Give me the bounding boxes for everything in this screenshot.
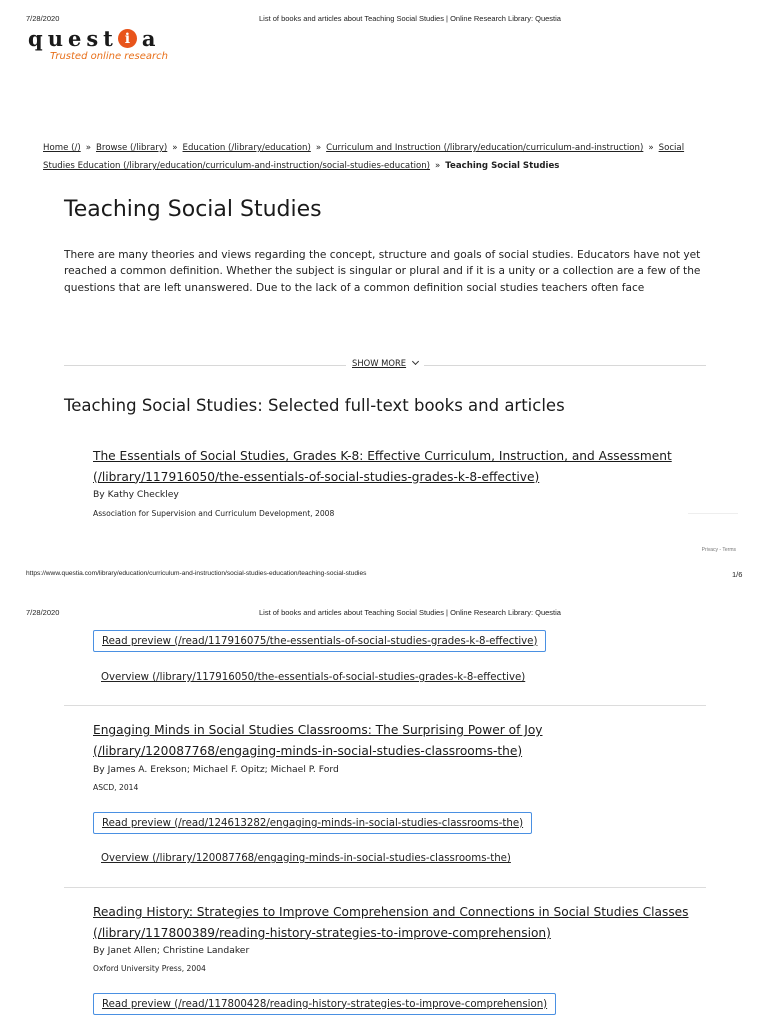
book-author: By James A. Erekson; Michael F. Opitz; Michael P. Ford [93,764,339,775]
book-title-link[interactable]: Reading History: Strategies to Improve Comprehension and Connections in Social Studies Classes (/library/117800389/reading-history-strategies-to-improve-comprehension) [93,905,689,940]
book-author: By Kathy Checkley [93,489,179,500]
breadcrumb-home[interactable]: Home (/) [43,143,81,153]
book-publisher: Association for Supervision and Curriculum Development, 2008 [93,509,335,518]
breadcrumb-education[interactable]: Education (/library/education) [182,143,311,153]
print-title: List of books and articles about Teaching Social Studies | Online Research Library: Questia [259,608,561,617]
logo-i-icon: i [118,29,137,48]
read-preview-button[interactable]: Read preview (/read/124613282/engaging-minds-in-social-studies-classrooms-the) [93,812,532,834]
print-date: 7/28/2020 [26,14,60,23]
overview-link[interactable]: Overview (/library/117916050/the-essentials-of-social-studies-grades-k-8-effective) [101,672,526,683]
intro-text: There are many theories and views regarding the concept, structure and goals of social studies. Educators have not yet reached a common definition. Whether the subject is singular or plural and if it is a unity or a collection are a few of the questions that are left unanswered. Due to the lack of a common definition social studies teachers often face [64,249,701,294]
print-date: 7/28/2020 [26,608,60,617]
logo-tagline: Trusted online research [50,51,168,62]
overview-link[interactable]: Overview (/library/120087768/engaging-minds-in-social-studies-classrooms-the) [101,853,511,864]
section-title: Teaching Social Studies: Selected full-text books and articles [64,396,565,415]
breadcrumb-current: Teaching Social Studies [445,161,560,171]
recaptcha-privacy-terms[interactable]: Privacy - Terms [701,547,736,553]
read-preview-button[interactable]: Read preview (/read/117800428/reading-history-strategies-to-improve-comprehension) [93,993,556,1015]
print-url: https://www.questia.com/library/education/curriculum-and-instruction/social-studies-education/teaching-social-studies [26,570,367,577]
entry-divider [64,705,706,706]
breadcrumb: Home (/) » Browse (/library) » Education (/library/education) » Curriculum and Instruction (/library/education/curriculum-and-instruction) » Social Studies Education (/library/education/curriculum-and-instruction/social-studies-education) » Teaching Social Studies [43,143,685,171]
show-more-button[interactable]: SHOW MORE [346,358,424,368]
book-title-link[interactable]: The Essentials of Social Studies, Grades K-8: Effective Curriculum, Instruction, and Assessment (/library/117916050/the-essentials-of-social-studies-grades-k-8-effective) [93,449,672,484]
read-preview-button[interactable]: Read preview (/read/117916075/the-essentials-of-social-studies-grades-k-8-effective) [93,630,546,652]
chevron-down-icon [412,358,419,365]
breadcrumb-curriculum[interactable]: Curriculum and Instruction (/library/education/curriculum-and-instruction) [326,143,644,153]
book-title-link[interactable]: Engaging Minds in Social Studies Classrooms: The Surprising Power of Joy (/library/120087768/engaging-minds-in-social-studies-classrooms-the) [93,723,543,758]
entry-divider [64,887,706,888]
breadcrumb-social-studies-education[interactable]: Social Studies Education (/library/education/curriculum-and-instruction/social-studies-education) [43,143,685,171]
book-publisher: Oxford University Press, 2004 [93,964,206,973]
print-title: List of books and articles about Teaching Social Studies | Online Research Library: Questia [259,14,561,23]
book-publisher: ASCD, 2014 [93,783,139,792]
questia-logo[interactable] [28,26,168,62]
breadcrumb-browse[interactable]: Browse (/library) [95,143,168,153]
print-page-number: 1/6 [732,570,743,579]
recaptcha-divider [688,513,738,514]
book-author: By Janet Allen; Christine Landaker [93,945,250,956]
page-title: Teaching Social Studies [64,197,322,222]
logo-wordmark: q u e s t i a [28,26,161,51]
